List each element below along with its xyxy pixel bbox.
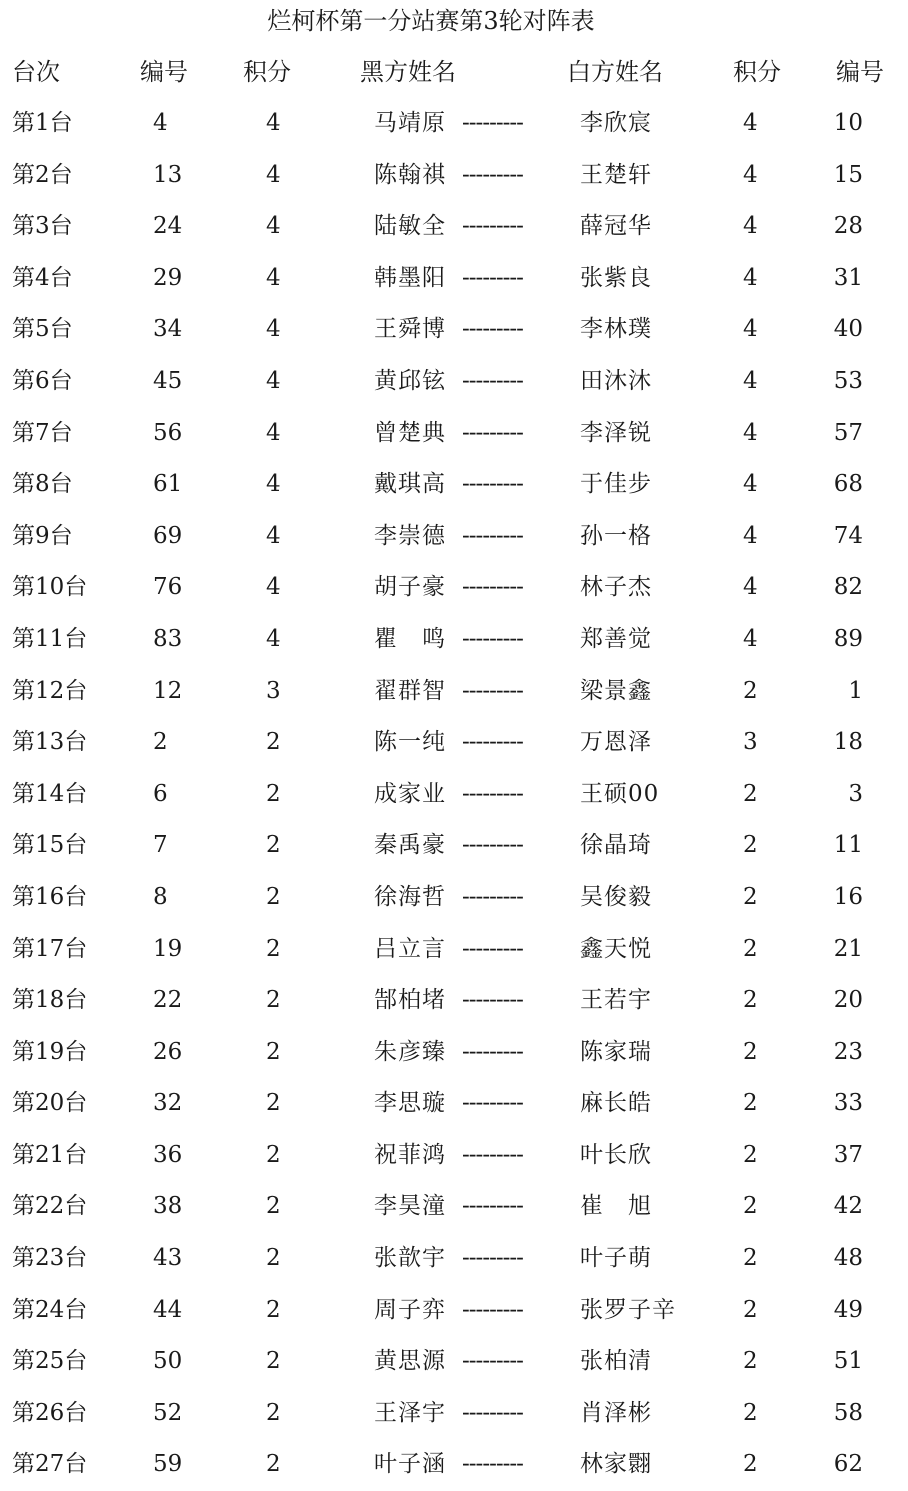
board-cell: 第24台 — [12, 1296, 88, 1323]
black-name-cell: 陈翰祺 — [374, 161, 446, 188]
board-cell: 第1台 — [12, 110, 73, 136]
separator-dash: --------- — [462, 367, 523, 394]
board-cell: 第9台 — [12, 522, 73, 549]
white-name-cell: 于佳步 — [580, 471, 652, 498]
black-name-cell: 李昊潼 — [374, 1193, 446, 1220]
separator-dash: --------- — [462, 1141, 523, 1168]
table-row — [0, 408, 908, 460]
black-score-cell: 4 — [266, 367, 281, 394]
white-score-cell: 4 — [743, 316, 758, 343]
table-row — [0, 1388, 908, 1440]
black-name-cell: 吕立言 — [374, 935, 446, 962]
separator-dash: --------- — [462, 987, 523, 1014]
white-name-cell: 林子杰 — [580, 574, 652, 601]
black-number-cell: 6 — [153, 780, 168, 807]
black-number-cell: 38 — [153, 1193, 183, 1220]
board-cell: 第15台 — [12, 832, 88, 859]
board-cell: 第21台 — [12, 1141, 88, 1168]
white-score-cell: 4 — [743, 419, 758, 446]
table-row — [0, 98, 908, 150]
white-number-cell: 1 — [848, 677, 863, 704]
board-cell: 第14台 — [12, 780, 88, 807]
board-cell: 第18台 — [12, 987, 88, 1014]
pairing-table — [0, 98, 908, 1491]
black-score-cell: 2 — [266, 1090, 281, 1117]
table-row — [0, 924, 908, 976]
white-number-cell: 20 — [833, 987, 863, 1014]
white-score-cell: 4 — [743, 471, 758, 498]
separator-dash: --------- — [462, 1245, 523, 1272]
white-name-cell: 张罗子辛 — [580, 1296, 676, 1323]
board-cell: 第3台 — [12, 213, 73, 240]
white-score-cell: 4 — [743, 213, 758, 240]
black-number-cell: 36 — [153, 1141, 183, 1168]
table-row — [0, 304, 908, 356]
black-score-cell: 4 — [266, 522, 281, 549]
black-number-cell: 22 — [153, 987, 183, 1014]
black-number-cell: 29 — [153, 264, 183, 291]
white-score-cell: 2 — [743, 987, 758, 1014]
black-name-cell: 黄邱铉 — [374, 367, 446, 394]
table-row — [0, 201, 908, 253]
black-score-cell: 4 — [266, 264, 281, 291]
white-name-cell: 张柏清 — [580, 1348, 652, 1375]
black-number-cell: 24 — [153, 213, 183, 240]
separator-dash: --------- — [462, 1296, 523, 1323]
white-score-cell: 2 — [743, 1038, 758, 1065]
black-score-cell: 4 — [266, 574, 281, 601]
header-black-number: 编号 — [140, 58, 188, 86]
white-name-cell: 叶长欣 — [580, 1141, 652, 1168]
black-score-cell: 2 — [266, 1451, 281, 1478]
table-row — [0, 1181, 908, 1233]
black-number-cell: 43 — [153, 1245, 183, 1272]
white-name-cell: 万恩泽 — [580, 729, 652, 756]
white-score-cell: 2 — [743, 883, 758, 910]
table-row — [0, 1130, 908, 1182]
white-number-cell: 68 — [833, 471, 863, 498]
white-score-cell: 4 — [743, 110, 758, 136]
black-number-cell: 4 — [153, 110, 168, 136]
white-score-cell: 2 — [743, 780, 758, 807]
black-name-cell: 朱彦臻 — [374, 1038, 446, 1065]
black-name-cell: 王舜博 — [374, 316, 446, 343]
white-score-cell: 4 — [743, 522, 758, 549]
white-score-cell: 2 — [743, 1245, 758, 1272]
header-black-score: 积分 — [243, 58, 291, 86]
black-name-cell: 马靖原 — [374, 110, 446, 136]
white-number-cell: 53 — [833, 367, 863, 394]
separator-dash: --------- — [462, 522, 523, 549]
white-name-cell: 麻长皓 — [580, 1090, 652, 1117]
black-score-cell: 2 — [266, 987, 281, 1014]
black-name-cell: 郜柏堵 — [374, 987, 446, 1014]
board-cell: 第8台 — [12, 471, 73, 498]
white-number-cell: 11 — [833, 832, 863, 859]
black-name-cell: 韩墨阳 — [374, 264, 446, 291]
header-white-name: 白方姓名 — [567, 58, 663, 86]
black-name-cell: 王泽宇 — [374, 1399, 446, 1426]
white-number-cell: 21 — [833, 935, 863, 962]
table-row — [0, 666, 908, 718]
page-title: 烂柯杯第一分站赛第3轮对阵表 — [267, 7, 595, 35]
white-score-cell: 2 — [743, 1399, 758, 1426]
white-name-cell: 王若宇 — [580, 987, 652, 1014]
white-name-cell: 叶子萌 — [580, 1245, 652, 1272]
black-score-cell: 3 — [266, 677, 281, 704]
white-number-cell: 23 — [833, 1038, 863, 1065]
black-score-cell: 2 — [266, 1348, 281, 1375]
white-number-cell: 15 — [833, 161, 863, 188]
black-score-cell: 2 — [266, 1245, 281, 1272]
black-score-cell: 4 — [266, 110, 281, 136]
black-name-cell: 秦禹豪 — [374, 832, 446, 859]
table-row — [0, 769, 908, 821]
table-row — [0, 356, 908, 408]
board-cell: 第20台 — [12, 1090, 88, 1117]
separator-dash: --------- — [462, 1193, 523, 1220]
white-score-cell: 4 — [743, 367, 758, 394]
white-score-cell: 2 — [743, 935, 758, 962]
black-number-cell: 59 — [153, 1451, 183, 1478]
white-number-cell: 89 — [833, 625, 863, 652]
board-cell: 第7台 — [12, 419, 73, 446]
black-score-cell: 2 — [266, 1193, 281, 1220]
white-score-cell: 2 — [743, 1193, 758, 1220]
white-number-cell: 3 — [848, 780, 863, 807]
separator-dash: --------- — [462, 471, 523, 498]
separator-dash: --------- — [462, 780, 523, 807]
black-number-cell: 56 — [153, 419, 183, 446]
black-score-cell: 2 — [266, 883, 281, 910]
board-cell: 第27台 — [12, 1451, 88, 1478]
white-number-cell: 37 — [833, 1141, 863, 1168]
white-score-cell: 4 — [743, 264, 758, 291]
separator-dash: --------- — [462, 1038, 523, 1065]
separator-dash: --------- — [462, 1348, 523, 1375]
black-number-cell: 19 — [153, 935, 183, 962]
black-score-cell: 2 — [266, 729, 281, 756]
separator-dash: --------- — [462, 935, 523, 962]
white-name-cell: 李林璞 — [580, 316, 652, 343]
black-name-cell: 李崇德 — [374, 522, 446, 549]
board-cell: 第11台 — [12, 625, 88, 652]
black-number-cell: 7 — [153, 832, 168, 859]
white-name-cell: 孙一格 — [580, 522, 652, 549]
black-name-cell: 翟群智 — [374, 677, 446, 704]
white-name-cell: 田沐沐 — [580, 367, 652, 394]
white-number-cell: 16 — [833, 883, 863, 910]
board-cell: 第22台 — [12, 1193, 88, 1220]
black-name-cell: 瞿 鸣 — [374, 625, 446, 652]
black-score-cell: 4 — [266, 316, 281, 343]
black-number-cell: 61 — [153, 471, 183, 498]
black-number-cell: 83 — [153, 625, 183, 652]
board-cell: 第2台 — [12, 161, 73, 188]
black-score-cell: 2 — [266, 1399, 281, 1426]
white-number-cell: 57 — [833, 419, 863, 446]
black-score-cell: 2 — [266, 1038, 281, 1065]
white-number-cell: 58 — [833, 1399, 863, 1426]
board-cell: 第6台 — [12, 367, 73, 394]
white-score-cell: 2 — [743, 1296, 758, 1323]
black-name-cell: 陈一纯 — [374, 729, 446, 756]
black-number-cell: 69 — [153, 522, 183, 549]
white-number-cell: 28 — [833, 213, 863, 240]
black-score-cell: 2 — [266, 935, 281, 962]
white-name-cell: 鑫天悦 — [580, 935, 652, 962]
separator-dash: --------- — [462, 316, 523, 343]
black-name-cell: 胡子豪 — [374, 574, 446, 601]
white-name-cell: 王硕00 — [580, 780, 660, 807]
white-name-cell: 薛冠华 — [580, 213, 652, 240]
white-name-cell: 吴俊毅 — [580, 883, 652, 910]
white-number-cell: 40 — [833, 316, 863, 343]
white-number-cell: 62 — [833, 1451, 863, 1478]
white-score-cell: 2 — [743, 1141, 758, 1168]
white-score-cell: 2 — [743, 1348, 758, 1375]
separator-dash: --------- — [462, 677, 523, 704]
board-cell: 第10台 — [12, 574, 88, 601]
table-header — [0, 52, 908, 92]
white-number-cell: 48 — [833, 1245, 863, 1272]
header-white-score: 积分 — [733, 58, 781, 86]
table-row — [0, 1027, 908, 1079]
white-number-cell: 42 — [833, 1193, 863, 1220]
separator-dash: --------- — [462, 419, 523, 446]
table-row — [0, 1439, 908, 1491]
white-number-cell: 10 — [833, 110, 863, 136]
white-score-cell: 4 — [743, 161, 758, 188]
white-number-cell: 74 — [833, 522, 863, 549]
white-name-cell: 李欣宸 — [580, 110, 652, 136]
white-number-cell: 18 — [833, 729, 863, 756]
separator-dash: --------- — [462, 1451, 523, 1478]
board-cell: 第12台 — [12, 677, 88, 704]
header-black-name: 黑方姓名 — [360, 58, 456, 86]
black-score-cell: 4 — [266, 419, 281, 446]
black-number-cell: 76 — [153, 574, 183, 601]
table-row — [0, 820, 908, 872]
table-row — [0, 614, 908, 666]
white-name-cell: 陈家瑞 — [580, 1038, 652, 1065]
black-number-cell: 32 — [153, 1090, 183, 1117]
white-name-cell: 肖泽彬 — [580, 1399, 652, 1426]
black-name-cell: 李思璇 — [374, 1090, 446, 1117]
black-name-cell: 徐海哲 — [374, 883, 446, 910]
black-number-cell: 50 — [153, 1348, 183, 1375]
white-score-cell: 4 — [743, 625, 758, 652]
black-number-cell: 2 — [153, 729, 168, 756]
black-name-cell: 叶子涵 — [374, 1451, 446, 1478]
black-number-cell: 13 — [153, 161, 183, 188]
separator-dash: --------- — [462, 213, 523, 240]
black-name-cell: 张歆宇 — [374, 1245, 446, 1272]
separator-dash: --------- — [462, 729, 523, 756]
black-score-cell: 2 — [266, 832, 281, 859]
black-number-cell: 12 — [153, 677, 183, 704]
white-score-cell: 3 — [743, 729, 758, 756]
black-number-cell: 8 — [153, 883, 168, 910]
separator-dash: --------- — [462, 574, 523, 601]
table-row — [0, 459, 908, 511]
board-cell: 第17台 — [12, 935, 88, 962]
white-number-cell: 31 — [833, 264, 863, 291]
board-cell: 第23台 — [12, 1245, 88, 1272]
separator-dash: --------- — [462, 110, 523, 136]
table-row — [0, 253, 908, 305]
board-cell: 第5台 — [12, 316, 73, 343]
table-row — [0, 562, 908, 614]
separator-dash: --------- — [462, 161, 523, 188]
table-row — [0, 1285, 908, 1337]
white-number-cell: 33 — [833, 1090, 863, 1117]
separator-dash: --------- — [462, 264, 523, 291]
white-score-cell: 2 — [743, 1090, 758, 1117]
table-row — [0, 150, 908, 202]
white-name-cell: 李泽锐 — [580, 419, 652, 446]
black-name-cell: 周子弈 — [374, 1296, 446, 1323]
separator-dash: --------- — [462, 625, 523, 652]
white-name-cell: 王楚轩 — [580, 161, 652, 188]
black-name-cell: 曾楚典 — [374, 419, 446, 446]
table-row — [0, 717, 908, 769]
white-number-cell: 51 — [833, 1348, 863, 1375]
white-name-cell: 郑善觉 — [580, 625, 652, 652]
separator-dash: --------- — [462, 1399, 523, 1426]
white-number-cell: 49 — [833, 1296, 863, 1323]
black-score-cell: 4 — [266, 471, 281, 498]
white-score-cell: 2 — [743, 1451, 758, 1478]
white-score-cell: 2 — [743, 832, 758, 859]
black-number-cell: 45 — [153, 367, 183, 394]
table-row — [0, 872, 908, 924]
black-number-cell: 26 — [153, 1038, 183, 1065]
white-name-cell: 崔 旭 — [580, 1193, 652, 1220]
black-number-cell: 34 — [153, 316, 183, 343]
black-name-cell: 戴琪高 — [374, 471, 446, 498]
board-cell: 第16台 — [12, 883, 88, 910]
board-cell: 第19台 — [12, 1038, 88, 1065]
white-score-cell: 4 — [743, 574, 758, 601]
table-row — [0, 511, 908, 563]
black-score-cell: 2 — [266, 1141, 281, 1168]
black-score-cell: 2 — [266, 780, 281, 807]
black-score-cell: 4 — [266, 213, 281, 240]
white-name-cell: 林家翾 — [580, 1451, 652, 1478]
white-name-cell: 徐晶琦 — [580, 832, 652, 859]
black-name-cell: 黄思源 — [374, 1348, 446, 1375]
header-white-number: 编号 — [836, 58, 884, 86]
table-row — [0, 1336, 908, 1388]
separator-dash: --------- — [462, 1090, 523, 1117]
table-row — [0, 1233, 908, 1285]
board-cell: 第25台 — [12, 1348, 88, 1375]
separator-dash: --------- — [462, 832, 523, 859]
board-cell: 第26台 — [12, 1399, 88, 1426]
board-cell: 第4台 — [12, 264, 73, 291]
board-cell: 第13台 — [12, 729, 88, 756]
white-number-cell: 82 — [833, 574, 863, 601]
black-score-cell: 4 — [266, 625, 281, 652]
black-score-cell: 4 — [266, 161, 281, 188]
white-name-cell: 梁景鑫 — [580, 677, 652, 704]
black-name-cell: 祝菲鸿 — [374, 1141, 446, 1168]
separator-dash: --------- — [462, 883, 523, 910]
table-row — [0, 1078, 908, 1130]
white-name-cell: 张紫良 — [580, 264, 652, 291]
black-score-cell: 2 — [266, 1296, 281, 1323]
table-row — [0, 975, 908, 1027]
black-number-cell: 44 — [153, 1296, 183, 1323]
white-score-cell: 2 — [743, 677, 758, 704]
header-board: 台次 — [12, 58, 60, 86]
black-number-cell: 52 — [153, 1399, 183, 1426]
black-name-cell: 陆敏全 — [374, 213, 446, 240]
black-name-cell: 成家业 — [374, 780, 446, 807]
